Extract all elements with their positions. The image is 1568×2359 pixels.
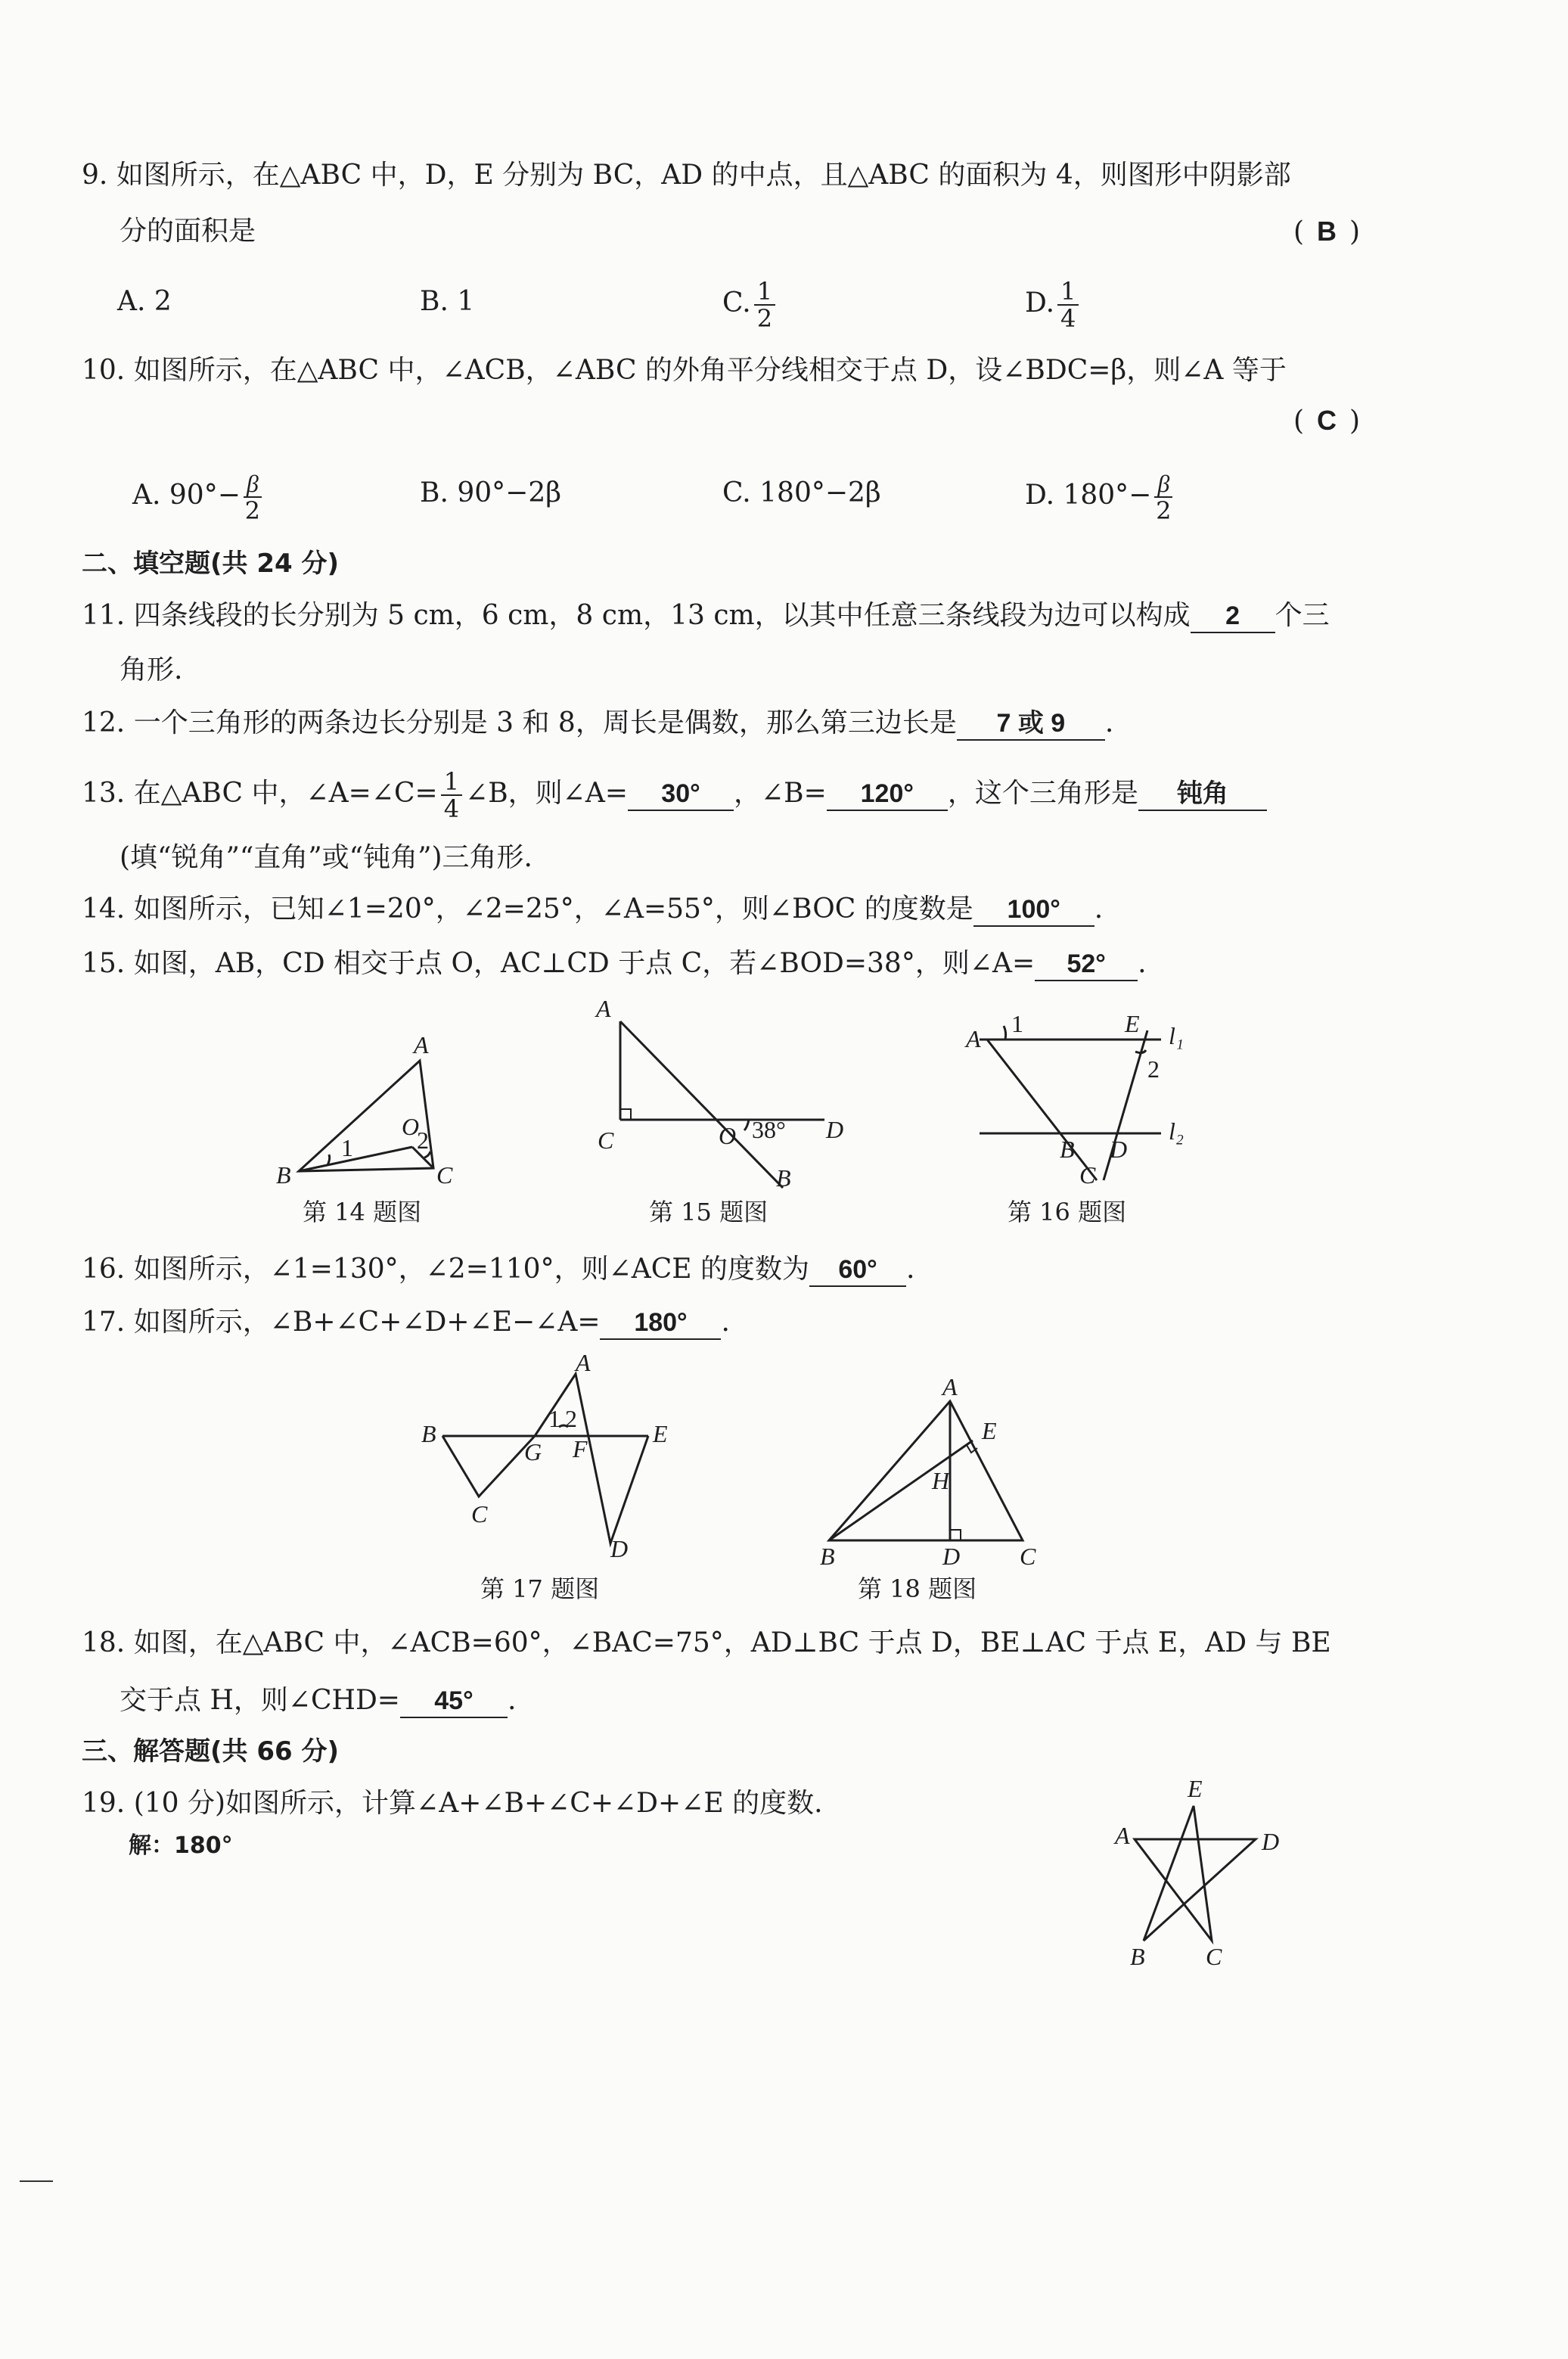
figure-18 bbox=[802, 1362, 1059, 1566]
fig15-label-d: D bbox=[826, 1116, 844, 1143]
q14-answer: 100° bbox=[973, 894, 1094, 927]
section-fill-in-blank: 二、填空题(共 24 分) bbox=[82, 549, 340, 579]
fig14-label-a: A bbox=[414, 1031, 429, 1058]
q18-answer: 45° bbox=[400, 1685, 508, 1718]
fig16-label-b: B bbox=[1060, 1136, 1075, 1163]
q9-option-d bbox=[1025, 278, 1082, 331]
q9-option-c-label: C. bbox=[722, 287, 751, 319]
fig15-label-o: O bbox=[719, 1122, 737, 1149]
q9-option-a: A. 2 bbox=[117, 286, 172, 317]
q10-line1: 10. 如图所示，在△ABC 中，∠ACB，∠ABC 的外角平分线相交于点 D，设∠BDC=β，则∠A 等于 bbox=[82, 355, 1287, 386]
fig18-right-angle-d bbox=[950, 1530, 961, 1540]
q9-option-d-numerator: 1 bbox=[1057, 278, 1079, 306]
section-solve: 三、解答题(共 66 分) bbox=[82, 1736, 340, 1767]
q9-answer-paren: ( B ) bbox=[1293, 213, 1360, 250]
fig16-label-d: D bbox=[1110, 1136, 1128, 1163]
q15-line bbox=[82, 946, 1147, 982]
q10-option-a-denominator: 2 bbox=[244, 496, 260, 525]
q9-line2: 分的面积是 bbox=[120, 216, 256, 247]
fig17-label-c: C bbox=[471, 1500, 488, 1528]
q10-option-d-denominator: 2 bbox=[1156, 496, 1172, 525]
q9-line1: 9. 如图所示，在△ABC 中，D，E 分别为 BC，AD 的中点，且△ABC 的面积为 4，则图形中阴影部 bbox=[82, 160, 1291, 191]
q10-option-a bbox=[132, 471, 265, 524]
q18-line1: 18. 如图，在△ABC 中，∠ACB=60°，∠BAC=75°，AD⊥BC 于点 D，BE⊥AC 于点 E，AD 与 BE bbox=[82, 1627, 1331, 1658]
fig16-label-l1: l₁ bbox=[1169, 1022, 1185, 1049]
fig16-label-2: 2 bbox=[1147, 1055, 1160, 1083]
fig15-caption: 第 15 题图 bbox=[649, 1198, 768, 1226]
q16-line bbox=[82, 1251, 914, 1288]
q10-option-b: B. 90°−2β bbox=[420, 477, 562, 508]
q15-answer: 52° bbox=[1035, 948, 1138, 981]
q11-line1 bbox=[82, 598, 1330, 634]
q10-answer-paren: ( C ) bbox=[1293, 402, 1360, 440]
q13-text-c: ，∠B= bbox=[734, 778, 827, 809]
q13-denominator: 4 bbox=[443, 794, 460, 823]
q13-answer-b: 120° bbox=[827, 778, 948, 811]
q14-line bbox=[82, 891, 1103, 928]
fig18-label-c: C bbox=[1020, 1543, 1036, 1566]
q11-text-tail: 个三 bbox=[1275, 600, 1330, 631]
footer-rule bbox=[20, 2180, 53, 2182]
fig17-label-b: B bbox=[421, 1420, 436, 1447]
fig16-label-c: C bbox=[1079, 1161, 1096, 1189]
q19-solution: 解：180° bbox=[129, 1832, 233, 1859]
q16-answer: 60° bbox=[809, 1254, 906, 1287]
fig19-label-a: A bbox=[1115, 1822, 1130, 1849]
fig19-label-b: B bbox=[1130, 1943, 1145, 1970]
q15-text-tail: . bbox=[1138, 948, 1147, 979]
q11-text: 11. 四条线段的长分别为 5 cm，6 cm，8 cm，13 cm，以其中任意三条线段为边可以构成 bbox=[82, 600, 1191, 631]
q9-option-d-denominator: 4 bbox=[1060, 304, 1076, 333]
fig16-caption: 第 16 题图 bbox=[1008, 1198, 1127, 1226]
fig16-angle1-arc bbox=[1004, 1026, 1006, 1040]
q13-line2: (填“锐角”“直角”或“钝角”)三角形. bbox=[120, 842, 532, 873]
fig16-label-l2: l₂ bbox=[1169, 1117, 1185, 1145]
q17-text-tail: . bbox=[721, 1307, 730, 1338]
q12-text-tail: . bbox=[1104, 707, 1114, 738]
q10-option-d-numerator: β bbox=[1154, 471, 1172, 498]
fig15-line-ab bbox=[620, 1021, 783, 1188]
fig14-label-1: 1 bbox=[341, 1134, 353, 1161]
figure-19 bbox=[1104, 1767, 1301, 1971]
fig14-label-o: O bbox=[402, 1113, 420, 1140]
figure-16 bbox=[949, 999, 1229, 1192]
q13-answer-type: 钝角 bbox=[1138, 778, 1267, 811]
q11-answer: 2 bbox=[1191, 600, 1275, 633]
fig17-label-g: G bbox=[524, 1438, 542, 1465]
q9-option-c-denominator: 2 bbox=[756, 304, 773, 333]
fig15-angle-arc bbox=[744, 1120, 749, 1130]
q17-line bbox=[82, 1304, 730, 1341]
q14-text: 14. 如图所示，已知∠1=20°，∠2=25°，∠A=55°，则∠BOC 的度数是 bbox=[82, 894, 973, 925]
q18-text: 交于点 H，则∠CHD= bbox=[120, 1685, 400, 1716]
fig17-label-d: D bbox=[610, 1535, 629, 1562]
fig17-label-e: E bbox=[653, 1420, 668, 1447]
fig17-label-f: F bbox=[573, 1435, 588, 1462]
fig17-label-2: 2 bbox=[565, 1405, 577, 1432]
q17-answer: 180° bbox=[600, 1307, 721, 1340]
figure-17 bbox=[412, 1354, 685, 1562]
fig18-label-b: B bbox=[820, 1543, 835, 1566]
fig15-label-c: C bbox=[598, 1127, 614, 1154]
q17-text: 17. 如图所示，∠B+∠C+∠D+∠E−∠A= bbox=[82, 1307, 601, 1338]
q13-text-b: ∠B，则∠A= bbox=[465, 778, 629, 809]
q13-answer-a: 30° bbox=[628, 778, 734, 811]
q12-line bbox=[82, 705, 1113, 741]
fig19-star bbox=[1135, 1806, 1256, 1941]
fig19-label-e: E bbox=[1188, 1775, 1203, 1802]
fig17-label-a: A bbox=[576, 1354, 591, 1376]
q9-answer: B bbox=[1317, 216, 1337, 247]
q9-option-d-label: D. bbox=[1025, 287, 1055, 319]
fig14-label-c: C bbox=[436, 1161, 453, 1188]
fig18-label-e: E bbox=[982, 1417, 997, 1444]
q9-option-d-fraction bbox=[1057, 278, 1079, 331]
fig17-caption: 第 17 题图 bbox=[480, 1574, 600, 1603]
fig19-label-c: C bbox=[1206, 1943, 1222, 1970]
fig14-label-b: B bbox=[276, 1161, 291, 1188]
fig19-label-d: D bbox=[1262, 1828, 1280, 1855]
q10-option-d-label: D. 180°− bbox=[1025, 480, 1152, 511]
fig16-segment-ac bbox=[987, 1040, 1097, 1180]
fig16-label-1: 1 bbox=[1011, 1010, 1023, 1037]
q19-line: 19. (10 分)如图所示，计算∠A+∠B+∠C+∠D+∠E 的度数. bbox=[82, 1788, 823, 1819]
q15-text: 15. 如图，AB，CD 相交于点 O，AC⊥CD 于点 C，若∠BOD=38°，则∠A= bbox=[82, 948, 1036, 979]
figure-14 bbox=[269, 1021, 488, 1188]
q9-option-b: B. 1 bbox=[420, 286, 475, 317]
q18-text-tail: . bbox=[507, 1685, 517, 1716]
fig18-caption: 第 18 题图 bbox=[858, 1574, 977, 1603]
q10-answer: C bbox=[1317, 405, 1337, 436]
q10-option-a-numerator: β bbox=[244, 471, 262, 498]
fig14-segment-bo bbox=[299, 1147, 412, 1171]
q13-text-d: ，这个三角形是 bbox=[947, 778, 1138, 809]
figure-15 bbox=[582, 999, 855, 1195]
q9-option-c-numerator: 1 bbox=[754, 278, 775, 306]
fig16-label-a: A bbox=[966, 1025, 981, 1052]
q14-text-tail: . bbox=[1094, 894, 1104, 925]
q11-line2: 角形. bbox=[120, 654, 183, 685]
q10-option-a-fraction bbox=[244, 471, 262, 524]
fig15-label-b: B bbox=[776, 1164, 791, 1192]
q10-option-d-fraction bbox=[1154, 471, 1172, 524]
q10-option-a-label: A. 90°− bbox=[132, 480, 241, 511]
q13-numerator: 1 bbox=[441, 769, 462, 796]
q10-option-d bbox=[1025, 471, 1175, 524]
q13-text: 13. 在△ABC 中，∠A=∠C= bbox=[82, 778, 438, 809]
q13-line1 bbox=[82, 769, 1267, 822]
fig17-segments-bcg bbox=[442, 1436, 535, 1497]
fig15-label-a: A bbox=[596, 999, 611, 1022]
q13-fraction bbox=[441, 769, 462, 822]
fig14-angle1-arc bbox=[328, 1155, 330, 1165]
q9-option-c-fraction bbox=[754, 278, 775, 331]
fig18-label-h: H bbox=[932, 1467, 950, 1494]
fig14-caption: 第 14 题图 bbox=[303, 1198, 422, 1226]
fig15-label-angle: 38° bbox=[752, 1116, 786, 1143]
fig15-right-angle bbox=[620, 1109, 631, 1120]
q18-line2 bbox=[120, 1683, 516, 1719]
q16-text-tail: . bbox=[906, 1254, 915, 1285]
q10-option-c: C. 180°−2β bbox=[722, 477, 881, 508]
fig17-segments-gadfe bbox=[535, 1374, 648, 1543]
fig16-label-e: E bbox=[1125, 1010, 1140, 1037]
fig17-label-1: 1 bbox=[548, 1405, 560, 1432]
q9-option-c bbox=[722, 278, 778, 331]
fig18-label-d: D bbox=[942, 1543, 961, 1566]
q12-answer: 7 或 9 bbox=[957, 707, 1105, 741]
fig14-label-2: 2 bbox=[417, 1127, 429, 1154]
q12-text: 12. 一个三角形的两条边长分别是 3 和 8，周长是偶数，那么第三边长是 bbox=[82, 707, 957, 738]
q16-text: 16. 如图所示，∠1=130°，∠2=110°，则∠ACE 的度数为 bbox=[82, 1254, 810, 1285]
fig18-label-a: A bbox=[942, 1373, 958, 1400]
